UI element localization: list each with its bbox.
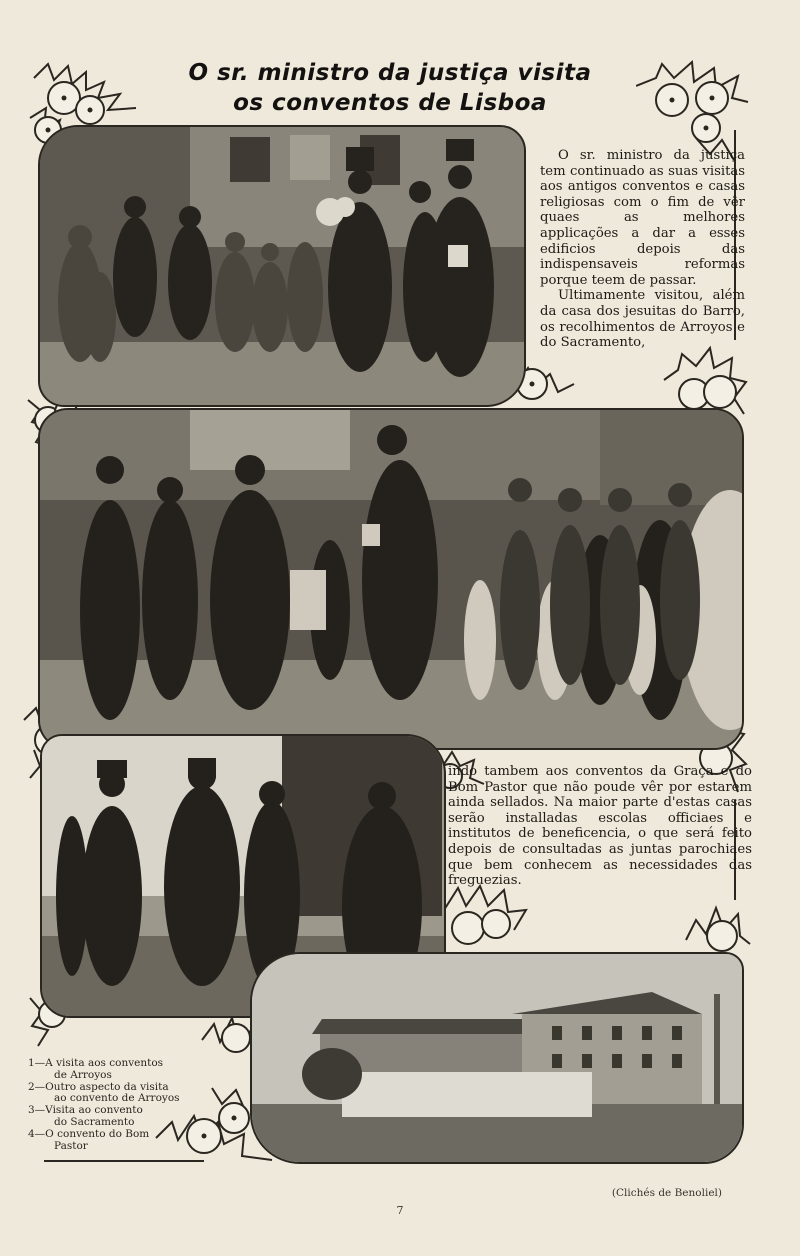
photo-visit-arroyos-aspect [38,408,744,750]
title-line-2: os conventos de Lisboa [233,90,547,116]
page-number: 7 [396,1204,404,1217]
article-column-top [540,148,745,351]
photo-captions [28,1058,188,1152]
floral-ornament-icon [682,900,752,960]
caption-line: de Arroyos [54,1068,112,1081]
caption-line: Pastor [54,1139,88,1152]
caption-line: 4—O convento do Bom [28,1127,150,1140]
caption-line: 2—Outro aspecto da visita [28,1080,169,1093]
photo-visit-arroyos [38,125,526,407]
article-title [110,58,670,118]
caption-line: 3—Visita ao convento [28,1104,143,1117]
photo-credit: (Clichés de Benoliel) [611,1187,722,1199]
paragraph-continued: indo tambem aos conventos da Graça e do Bom Pastor que não poude vêr por estarem ainda sellados. Na maior parte d'estas casas serão installadas escolas officiaes e institutos de beneficencia, o que será feito depois de consultadas as juntas parochiaes que bem conhecem as necessidades das freguezias. [448,764,752,889]
caption-line: do Sacramento [54,1115,135,1128]
title-line-1: O sr. ministro da justiça visita [188,60,592,86]
photo-convento-bom-pastor [250,952,744,1164]
caption-line: 1—A visita aos conventos [28,1057,164,1069]
border-line [44,1160,204,1162]
caption-line: ao convento de Arroyos [54,1092,180,1105]
floral-ornament-icon [198,1010,258,1070]
floral-ornament-icon [442,880,532,960]
paragraph-intro: O sr. ministro da justiça tem continuado as suas visitas aos antigos conventos e casas religiosas com o fim de vêr quaes as melhores applicações a dar a esses edificios depois das indispensaveis reformas porque teem de passar. [540,148,745,288]
paragraph-visits: Ultimamente visitou, além da casa dos jesuitas do Barro, os recolhimentos de Arroyos e do Sacramento, [540,288,745,351]
article-column-bottom [448,764,752,889]
